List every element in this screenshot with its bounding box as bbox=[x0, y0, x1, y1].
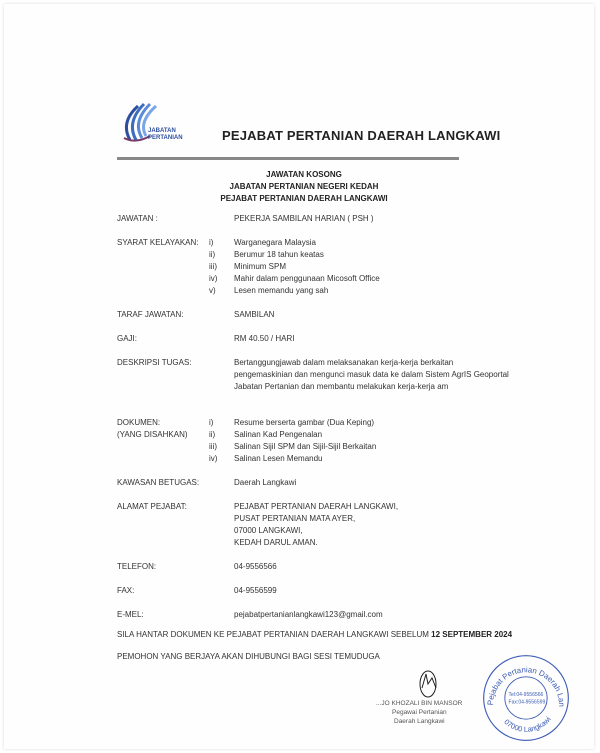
list-item: Warganegara Malaysia bbox=[234, 238, 316, 247]
signatory-place: Daerah Langkawi bbox=[394, 718, 445, 725]
jabatan-pertanian-logo bbox=[116, 102, 196, 151]
svg-text:07000 Langkawi bbox=[502, 715, 553, 734]
list-item: Salinan Sijil SPM dan Sijil-Sijil Berkaitan bbox=[234, 442, 377, 451]
deskripsi-line: pengemaskinian dan mengunci masuk data ke dalam Sistem AgrIS Geoportal bbox=[234, 370, 509, 379]
signatory-role: Pegawai Pertanian bbox=[392, 709, 447, 716]
list-item: Salinan Kad Pengenalan bbox=[234, 430, 323, 439]
signatory-name: ...JO KHOZALI BIN MANSOR bbox=[376, 700, 463, 707]
office-title: PEJABAT PERTANIAN DAERAH LANGKAWI bbox=[222, 128, 501, 143]
list-number: ii) bbox=[209, 430, 216, 439]
svg-text:PERTANIAN: PERTANIAN bbox=[148, 135, 183, 141]
interview-notice: PEMOHON YANG BERJAYA AKAN DIHUBUNGI BAGI SESI TEMUDUGA bbox=[117, 652, 380, 661]
signature-icon bbox=[376, 668, 472, 698]
taraf-label: TARAF JAWATAN: bbox=[117, 310, 184, 319]
list-number: ii) bbox=[209, 250, 216, 259]
stamp-ring-text: Pejabat Pertanian Daerah Lan bbox=[485, 665, 567, 707]
list-item: Berumur 18 tahun keatas bbox=[234, 250, 324, 259]
gaji-label: GAJI: bbox=[117, 334, 138, 343]
dokumen-label: DOKUMEN: bbox=[117, 418, 161, 427]
telefon-label: TELEFON: bbox=[117, 562, 157, 571]
signature-block bbox=[376, 668, 472, 738]
alamat-line: 07000 LANGKAWI, bbox=[234, 526, 303, 535]
deadline-notice bbox=[117, 630, 512, 640]
stamp-bottom-text: 07000 Langkawi bbox=[502, 714, 553, 734]
deskripsi-line: Bertanggungjawab dalam melaksanakan kerja-kerja berkaitan bbox=[234, 358, 454, 367]
alamat-line: PUSAT PERTANIAN MATA AYER, bbox=[234, 514, 356, 523]
deskripsi-label: DESKRIPSI TUGAS: bbox=[117, 358, 192, 367]
jawatan-value: PEKERJA SAMBILAN HARIAN ( PSH ) bbox=[234, 214, 374, 223]
heading-line: PEJABAT PERTANIAN DAERAH LANGKAWI bbox=[220, 194, 388, 203]
kawasan-label: KAWASAN BETUGAS: bbox=[117, 478, 200, 487]
email-value: pejabatpertanianlangkawi123@gmail.com bbox=[234, 610, 383, 619]
list-item: Lesen memandu yang sah bbox=[234, 286, 329, 295]
list-number: iii) bbox=[209, 442, 217, 451]
alamat-label: ALAMAT PEJABAT: bbox=[117, 502, 187, 511]
taraf-value: SAMBILAN bbox=[234, 310, 275, 319]
telefon-value: 04-9556566 bbox=[234, 562, 277, 571]
fax-value: 04-9556599 bbox=[234, 586, 277, 595]
heading-line: JABATAN PERTANIAN NEGERI KEDAH bbox=[229, 182, 379, 191]
dokumen-sublabel: (YANG DISAHKAN) bbox=[117, 430, 188, 439]
list-number: i) bbox=[209, 238, 214, 247]
list-number: iv) bbox=[209, 454, 218, 463]
gaji-value: RM 40.50 / HARI bbox=[234, 334, 295, 343]
alamat-line: PEJABAT PERTANIAN DAERAH LANGKAWI, bbox=[234, 502, 399, 511]
fax-label: FAX: bbox=[117, 586, 135, 595]
kawasan-value: Daerah Langkawi bbox=[234, 478, 297, 487]
list-item: Minimum SPM bbox=[234, 262, 287, 271]
syarat-label: SYARAT KELAYAKAN: bbox=[117, 238, 199, 247]
header-divider bbox=[117, 157, 459, 160]
email-label: E-MEL: bbox=[117, 610, 144, 619]
list-item: Salinan Lesen Memandu bbox=[234, 454, 323, 463]
list-item: Mahir dalam penggunaan Micosoft Office bbox=[234, 274, 380, 283]
official-stamp bbox=[480, 652, 572, 749]
list-number: iii) bbox=[209, 262, 217, 271]
alamat-line: KEDAH DARUL AMAN. bbox=[234, 538, 318, 547]
heading-line: JAWATAN KOSONG bbox=[266, 170, 342, 179]
stamp-fax: Fax:04-9556599 bbox=[508, 699, 546, 706]
list-item: Resume berserta gambar (Dua Keping) bbox=[234, 418, 375, 427]
stamp-tel: Tel:04-9556566 bbox=[508, 692, 544, 699]
svg-text:JABATAN: JABATAN bbox=[148, 128, 176, 134]
deadline-date: 12 SEPTEMBER 2024 bbox=[431, 630, 513, 639]
document-page bbox=[4, 4, 594, 749]
list-number: v) bbox=[209, 286, 216, 295]
jawatan-label: JAWATAN : bbox=[117, 214, 158, 223]
notice-text: SILA HANTAR DOKUMEN KE PEJABAT PERTANIAN DAERAH LANGKAWI SEBELUM bbox=[117, 630, 432, 639]
list-number: iv) bbox=[209, 274, 218, 283]
list-number: i) bbox=[209, 418, 214, 427]
deskripsi-line: Jabatan Pertanian dan membantu melakukan kerja-kerja am bbox=[234, 382, 449, 391]
